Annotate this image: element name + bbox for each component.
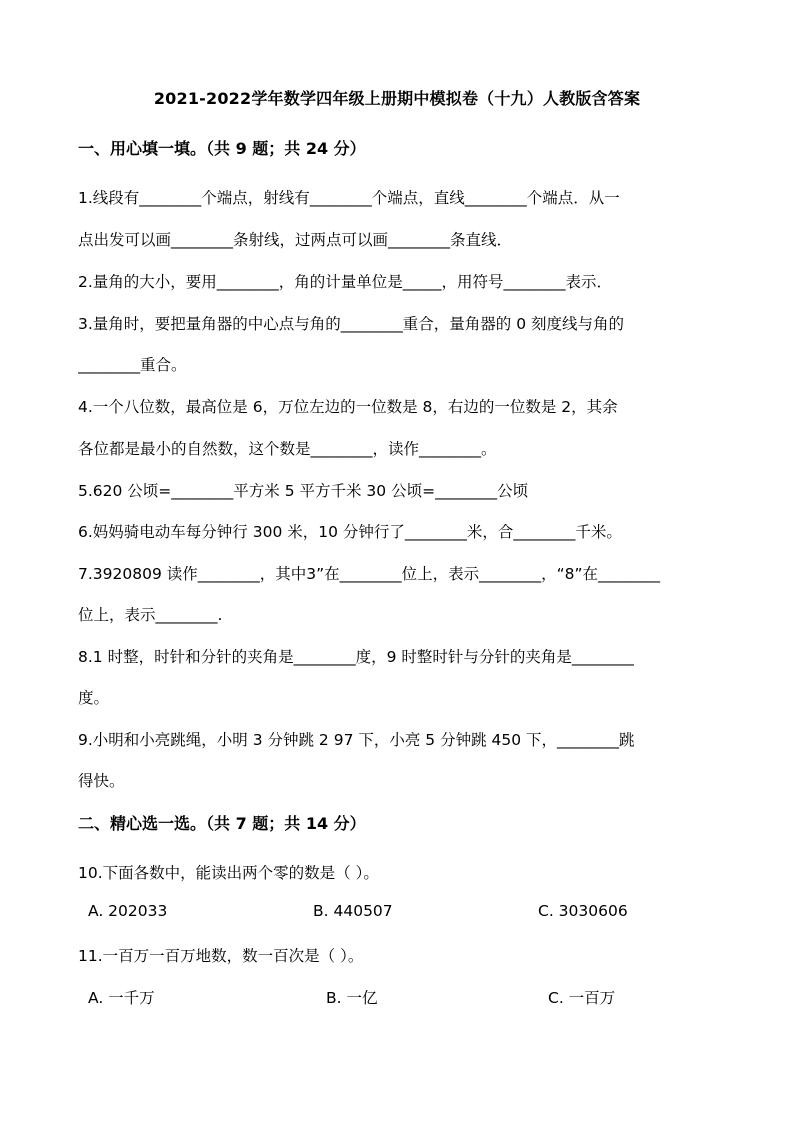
question-10-option-c[interactable]: C. 3030606 [538,902,628,920]
question-4-line-1: 4.一个八位数，最高位是 6，万位左边的一位数是 8，右边的一位数是 2，其余 [78,398,618,416]
question-10-option-a[interactable]: A. 202033 [88,902,168,920]
question-2-line-1: 2.量角的大小，要用________，角的计量单位是_____，用符号________表示． [78,273,613,291]
question-11-option-a[interactable]: A. 一千万 [88,989,155,1007]
question-9-line-2: 得快。 [78,772,125,790]
question-10-stem: 10.下面各数中，能读出两个零的数是（ ）。 [78,864,379,882]
question-1-line-2: 点出发可以画________条射线，过两点可以画________条直线． [78,231,513,249]
question-5-line-1: 5.620 公顷=________平方米 5 平方千米 30 公顷=________公顷 [78,482,529,500]
question-3-line-2: ________重合。 [78,356,187,374]
section-heading-fill-in: 一、用心填一填。（共 9 题；共 24 分） [78,139,366,158]
question-8-line-1: 8.1 时整，时针和分针的夹角是________度，9 时整时针与分针的夹角是________ [78,648,634,666]
question-3-line-1: 3.量角时，要把量角器的中心点与角的________重合，量角器的 0 刻度线与角的 [78,315,625,333]
question-11-stem: 11.一百万一百万地数，数一百次是（ ）。 [78,947,364,965]
section-heading-multiple-choice: 二、精心选一选。（共 7 题；共 14 分） [78,814,366,833]
question-6-line-1: 6.妈妈骑电动车每分钟行 300 米，10 分钟行了________米，合________千米。 [78,523,622,541]
question-1-line-1: 1.线段有________个端点，射线有________个端点，直线________个端点．从一 [78,189,620,207]
question-9-line-1: 9.小明和小亮跳绳，小明 3 分钟跳 2 97 下，小亮 5 分钟跳 450 下，________跳 [78,731,635,749]
question-10-option-b[interactable]: B. 440507 [313,902,393,920]
question-4-line-2: 各位都是最小的自然数，这个数是________，读作________。 [78,440,497,458]
question-8-line-2: 度。 [78,689,110,707]
question-7-line-2: 位上，表示________. [78,606,223,624]
page-title: 2021-2022学年数学四年级上册期中模拟卷（十九）人教版含答案 [153,89,641,108]
question-7-line-1: 7.3920809 读作________，其中3”在________位上，表示________，“8”在________ [78,565,661,583]
question-11-option-b[interactable]: B. 一亿 [326,989,378,1007]
question-11-option-c[interactable]: C. 一百万 [548,989,616,1007]
